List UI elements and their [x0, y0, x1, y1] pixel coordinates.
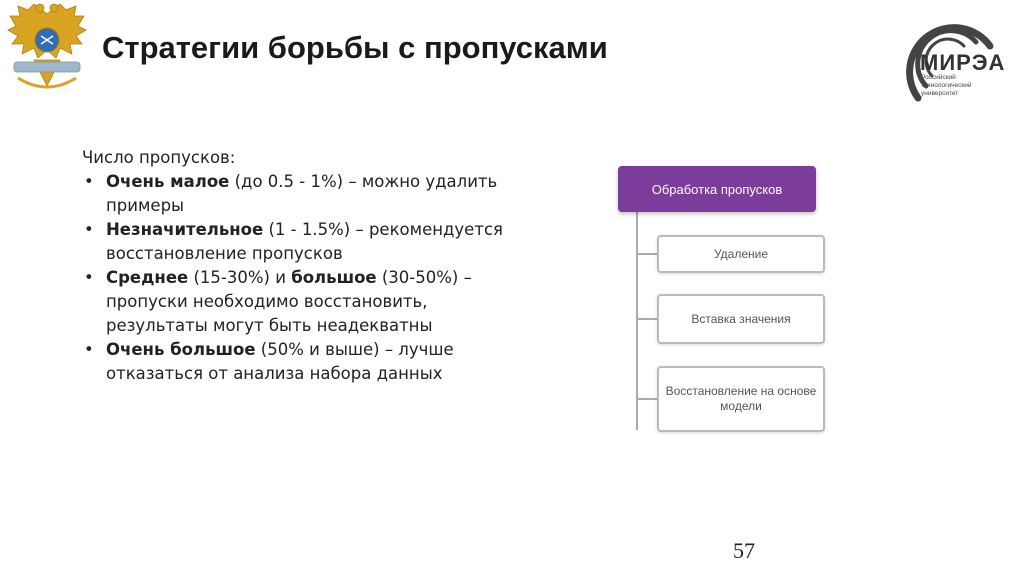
- content-text: [82, 146, 512, 386]
- bullet-bold: Очень большое: [106, 340, 256, 359]
- bullet-item: [82, 338, 512, 386]
- bullet-icon: •: [84, 268, 94, 287]
- bullet-bold: большое: [291, 268, 377, 287]
- bullet-icon: •: [84, 220, 94, 239]
- diagram-node-model-restore: Восстановление на основе модели: [657, 366, 825, 432]
- bullet-icon: •: [84, 172, 94, 191]
- connector-horizontal: [636, 318, 657, 320]
- bullet-text: (15-30%) и: [188, 268, 292, 287]
- diagram-node-insertion: Вставка значения: [657, 294, 825, 344]
- bullet-text: (30-50%) – пропуски необходимо восстановить, результаты могут быть неадекватны: [106, 268, 472, 335]
- diagram-root-node: Обработка пропусков: [618, 166, 816, 212]
- bullet-list: [82, 170, 512, 386]
- bullet-text: (50% и выше) – лучше отказаться от анализа набора данных: [106, 340, 454, 383]
- bullet-bold: Незначительное: [106, 220, 264, 239]
- page-number: 57: [733, 538, 755, 563]
- bullet-bold: Среднее: [106, 268, 189, 287]
- logo-subtitle: Российский технологический университет: [921, 74, 972, 97]
- diagram-node-deletion: Удаление: [657, 235, 825, 273]
- bullet-icon: •: [84, 340, 94, 359]
- connector-horizontal: [636, 253, 657, 255]
- bullet-bold: Очень малое: [106, 172, 230, 191]
- bullet-item: [82, 170, 512, 218]
- missing-values-diagram: [600, 160, 840, 450]
- page-title: Стратегии борьбы с пропусками: [102, 30, 608, 65]
- bullet-item: [82, 218, 512, 266]
- lead-text: Число пропусков:: [82, 148, 236, 167]
- bullet-text: (1 - 1.5%) – рекомендуется восстановление пропусков: [106, 220, 503, 263]
- emblem-logo: [4, 0, 90, 96]
- logo-name: МИРЭА: [920, 50, 1006, 75]
- bullet-text: (до 0.5 - 1%) – можно удалить примеры: [106, 172, 498, 215]
- connector-horizontal: [636, 398, 657, 400]
- bullet-item: [82, 266, 512, 338]
